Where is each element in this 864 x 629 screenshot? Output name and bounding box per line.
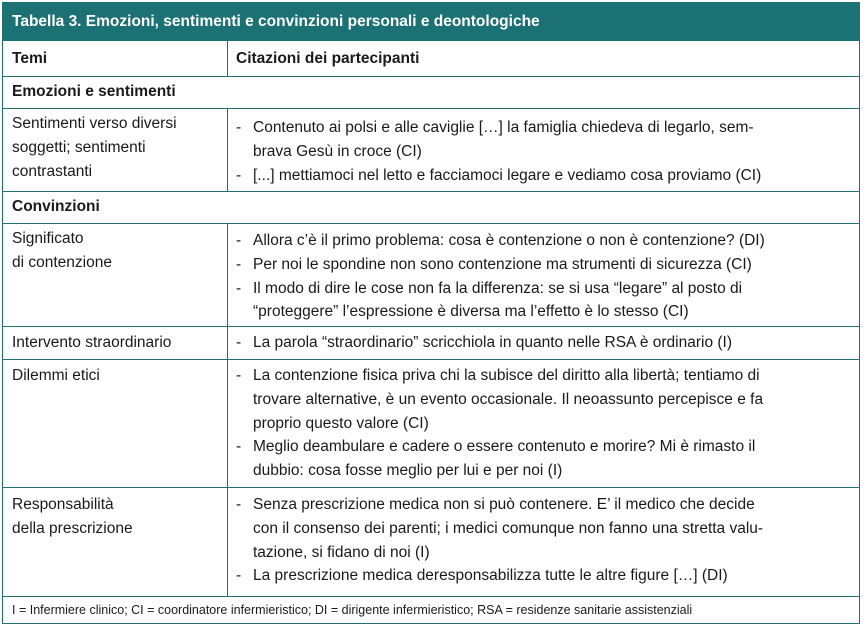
quote-text: brava Gesù in croce (CI) — [253, 142, 422, 160]
divider — [3, 191, 859, 192]
table-title: Tabella 3. Emozioni, sentimenti e convinzioni personali e deontologiche — [3, 3, 859, 41]
quote-item: - La contenzione fisica priva chi la subisce del diritto alla libertà; tentiamo di trovare alternative, è un evento occasionale. Il neoassunto percepisce e fa proprio questo valore (CI) — [236, 364, 854, 435]
theme-significato — [12, 227, 224, 275]
theme-line: soggetti; sentimenti — [12, 138, 146, 156]
quotes-dilemmi — [236, 364, 854, 483]
quote-item: - [...] mettiamoci nel letto e facciamoci legare e vediamo cosa proviamo (CI) — [236, 164, 854, 188]
header-citazioni: Citazioni dei partecipanti — [236, 50, 420, 67]
theme-dilemmi — [12, 364, 224, 388]
quote-text: Per noi le spondine non sono contenzione ma strumenti di sicurezza (CI) — [253, 255, 752, 273]
quote-item: - Per noi le spondine non sono contenzione ma strumenti di sicurezza (CI) — [236, 253, 854, 277]
quote-text: Allora c’è il primo problema: cosa è contenzione o non è contenzione? (DI) — [253, 232, 765, 249]
quote-text: trovare alternative, è un evento occasionale. Il neoassunto percepisce e fa — [253, 390, 764, 408]
column-divider — [227, 223, 228, 596]
table-frame — [2, 2, 860, 624]
theme-intervento — [12, 331, 224, 355]
quote-text: dubbio: cosa fosse meglio per lui e per noi (I) — [253, 462, 563, 480]
quote-item: - Senza prescrizione medica non si può contenere. E’ il medico che decide con il consenso dei parenti; i medici comunque non fanno una stretta valu- tazione, si fidano di noi (I) — [236, 493, 854, 564]
quote-item: - Allora c’è il primo problema: cosa è contenzione o non è contenzione? (DI) — [236, 229, 854, 253]
quote-item: - Meglio deambulare e cadere o essere contenuto e morire? Mi è rimasto il dubbio: cosa fosse meglio per lui e per noi (I) — [236, 435, 854, 483]
divider — [3, 487, 859, 488]
theme-line: di contenzione — [12, 253, 112, 271]
section-emozioni: Emozioni e sentimenti — [12, 83, 176, 100]
quotes-responsabilita — [236, 493, 854, 588]
quotes-significato — [236, 229, 854, 324]
footnote: I = Infermiere clinico; CI = coordinatore infermieristico; DI = dirigente infermieristico; RSA = residenze sanitarie assistenziali — [12, 603, 693, 617]
theme-line: Significato — [12, 230, 84, 247]
quote-text: [...] mettiamoci nel letto e facciamoci legare e vediamo cosa proviamo (CI) — [253, 166, 762, 184]
divider — [3, 326, 859, 327]
theme-sentimenti — [12, 112, 224, 183]
theme-line: contrastanti — [12, 162, 93, 180]
divider — [3, 76, 859, 77]
quote-item: - La parola “straordinario” scricchiola in quanto nelle RSA è ordinario (I) — [236, 331, 854, 355]
quote-text: La contenzione fisica priva chi la subisce del diritto alla libertà; tentiamo di — [253, 367, 760, 384]
divider — [3, 596, 859, 597]
quote-text: Senza prescrizione medica non si può contenere. E’ il medico che decide — [253, 496, 755, 513]
divider — [3, 108, 859, 109]
quote-text: “proteggere” l’espressione è diversa ma l’effetto è lo stesso (CI) — [253, 303, 689, 321]
quote-text: Il modo di dire le cose non fa la differenza: se si usa “legare” al posto di — [253, 279, 743, 297]
section-convinzioni: Convinzioni — [12, 198, 100, 215]
quote-text: Contenuto ai polsi e alle caviglie […] la famiglia chiedeva di legarlo, sem- — [253, 119, 754, 136]
quote-item: - Il modo di dire le cose non fa la differenza: se si usa “legare” al posto di “proteggere” l’espressione è diversa ma l’effetto è lo stesso (CI) — [236, 277, 854, 325]
quote-text: con il consenso dei parenti; i medici comunque non fanno una stretta valu- — [253, 519, 764, 537]
quote-text: tazione, si fidano di noi (I) — [253, 543, 430, 561]
theme-line: Dilemmi etici — [12, 367, 100, 384]
quote-text: La parola “straordinario” scricchiola in quanto nelle RSA è ordinario (I) — [253, 334, 733, 351]
divider — [3, 359, 859, 360]
quote-text: proprio questo valore (CI) — [253, 414, 429, 432]
header-temi: Temi — [12, 50, 48, 67]
quote-text: Meglio deambulare e cadere o essere contenuto e morire? Mi è rimasto il — [253, 438, 756, 456]
quote-item: - Contenuto ai polsi e alle caviglie […] la famiglia chiedeva di legarlo, sem- brava Gesù in croce (CI) — [236, 116, 854, 164]
theme-responsabilita — [12, 493, 224, 541]
quotes-sentimenti — [236, 116, 854, 187]
column-divider — [227, 41, 228, 76]
theme-line: Sentimenti verso diversi — [12, 115, 177, 132]
theme-line: Intervento straordinario — [12, 334, 172, 351]
quote-text: La prescrizione medica deresponsabilizza tutte le altre figure […] (DI) — [253, 567, 728, 585]
theme-line: Responsabilità — [12, 496, 114, 513]
divider — [3, 223, 859, 224]
quote-item: - La prescrizione medica deresponsabilizza tutte le altre figure […] (DI) — [236, 564, 854, 588]
column-divider — [227, 108, 228, 191]
quotes-intervento — [236, 331, 854, 355]
theme-line: della prescrizione — [12, 519, 133, 537]
